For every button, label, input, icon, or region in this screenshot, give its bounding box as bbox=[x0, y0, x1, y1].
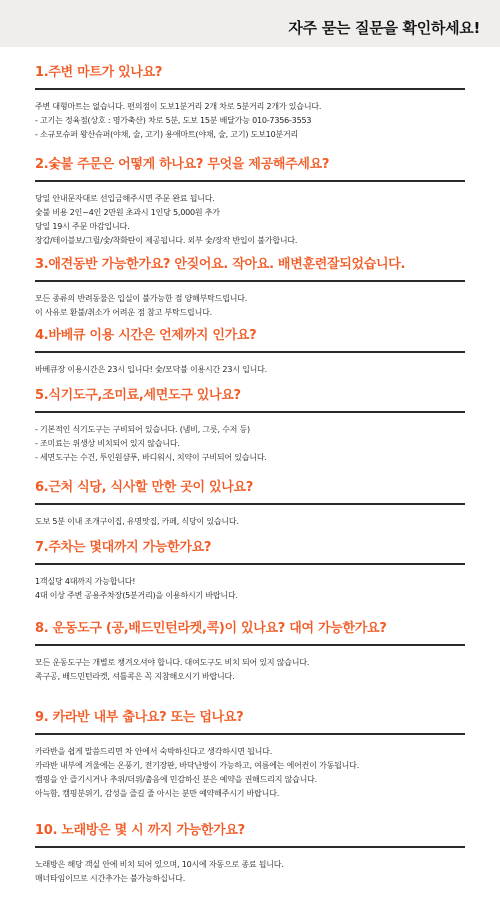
answer-line: 노래방은 해당 객실 안에 비치 되어 있으며, 10시에 자동으로 종료 됩니다. bbox=[35, 860, 284, 869]
faq-answer bbox=[35, 100, 465, 142]
faq-question: 6.근처 식당, 식사할 만한 곳이 있나요? bbox=[35, 480, 254, 495]
answer-line: 카라반을 쉽게 말씀드리면 차 안에서 숙박하신다고 생각하시면 됩니다. bbox=[35, 747, 273, 756]
divider bbox=[35, 644, 465, 646]
faq-item-2 bbox=[35, 156, 465, 248]
answer-line: - 세면도구는 수건, 투인원샴푸, 바디워시, 치약이 구비되어 있습니다. bbox=[35, 453, 267, 462]
answer-line: - 기본적인 식기도구는 구비되어 있습니다. (냄비, 그릇, 수저 등) bbox=[35, 425, 250, 434]
faq-question: 2.숯불 주문은 어떻게 하나요? 무엇을 제공해주세요? bbox=[35, 157, 330, 172]
answer-line: 장갑/테이블보/그릴/숯/착화탄이 제공됩니다. 외부 숯/장작 반입이 불가합니다. bbox=[35, 236, 298, 245]
faq-item-4 bbox=[35, 327, 465, 377]
faq-question: 10. 노래방은 몇 시 까지 가능한가요? bbox=[35, 823, 245, 838]
divider bbox=[35, 351, 465, 353]
answer-line: 주변 대형마트는 없습니다. 편의점이 도보1분거리 2개 차로 5분거리 2개가 있습니다. bbox=[35, 102, 322, 111]
faq-item-1 bbox=[35, 64, 465, 142]
faq-question: 5.식기도구,조미료,세면도구 있나요? bbox=[35, 388, 241, 403]
divider bbox=[35, 733, 465, 735]
faq-item-10 bbox=[35, 822, 465, 886]
answer-line: - 조미료는 위생상 비치되어 있지 않습니다. bbox=[35, 439, 180, 448]
header-bar bbox=[0, 0, 500, 47]
answer-line: 도보 5분 이내 조개구이집, 유명맛집, 카페, 식당이 있습니다. bbox=[35, 517, 239, 526]
answer-line: - 고기는 정육점(상호 : 명가축산) 차로 5분, 도보 15분 배달가능 010-7356-3553 bbox=[35, 116, 312, 125]
answer-line: 이 사유로 환불/취소가 어려운 점 참고 부탁드립니다. bbox=[35, 308, 212, 317]
divider bbox=[35, 563, 465, 565]
faq-item-9 bbox=[35, 709, 465, 801]
faq-answer bbox=[35, 423, 465, 465]
divider bbox=[35, 411, 465, 413]
answer-line: 당일 안내문자대로 선입금해주시면 주문 완료 됩니다. bbox=[35, 194, 215, 203]
faq-answer bbox=[35, 745, 465, 801]
answer-line: 바베큐장 이용시간은 23시 입니다! 숯/모닥불 이용시간 23시 입니다. bbox=[35, 365, 268, 374]
faq-item-6 bbox=[35, 479, 465, 529]
faq-item-7 bbox=[35, 539, 465, 603]
faq-item-5 bbox=[35, 387, 465, 465]
divider bbox=[35, 88, 465, 90]
faq-answer bbox=[35, 515, 465, 529]
faq-answer bbox=[35, 192, 465, 248]
divider bbox=[35, 280, 465, 282]
faq-question: 8. 운동도구 (공,배드민턴라켓,콕)이 있나요? 대여 가능한가요? bbox=[35, 621, 387, 636]
faq-answer bbox=[35, 656, 465, 684]
answer-line: 4대 이상 주변 공용주차장(5분거리)을 이용하시기 바랍니다. bbox=[35, 591, 238, 600]
faq-question: 3.애견동반 가능한가요? 안짖어요. 작아요. 배변훈련잘되었습니다. bbox=[35, 257, 406, 272]
answer-line: 모든 운동도구는 개별로 챙겨오셔야 합니다. 대여도구도 비치 되어 있지 않습니다. bbox=[35, 658, 310, 667]
answer-line: 매너타임이므로 시간추가는 불가능하십니다. bbox=[35, 874, 186, 883]
answer-line: 캠핑을 안 즐기시거나 추위/더위/춥음에 민감하신 분은 예약을 권해드리지 않습니다. bbox=[35, 775, 318, 784]
answer-line: - 소규모슈퍼 왕산슈퍼(야채, 술, 고기) 용애마트(야채, 술, 고기) 도보10분거리 bbox=[35, 130, 299, 139]
answer-line: 당일 19시 주문 마감입니다. bbox=[35, 222, 130, 231]
divider bbox=[35, 180, 465, 182]
faq-question: 4.바베큐 이용 시간은 언제까지 인가요? bbox=[35, 328, 257, 343]
faq-question: 7.주차는 몇대까지 가능한가요? bbox=[35, 540, 212, 555]
faq-question: 1.주변 마트가 있나요? bbox=[35, 65, 163, 80]
divider bbox=[35, 846, 465, 848]
answer-line: 숯불 비용 2인~4인 2만원 초과시 1인당 5,000원 추가 bbox=[35, 208, 220, 217]
faq-question: 9. 카라반 내부 춥나요? 또는 덥나요? bbox=[35, 710, 244, 725]
faq-item-3 bbox=[35, 256, 465, 320]
page-title: 자주 묻는 질문을 확인하세요! bbox=[288, 19, 480, 37]
answer-line: 모든 종류의 반려동물은 입실이 불가능한 점 양해부탁드립니다. bbox=[35, 294, 248, 303]
faq-answer bbox=[35, 363, 465, 377]
faq-answer bbox=[35, 575, 465, 603]
answer-line: 1객실당 4대까지 가능합니다! bbox=[35, 577, 136, 586]
faq-answer bbox=[35, 292, 465, 320]
answer-line: 아늑함, 캠핑분위기, 감성을 즐길 줄 아시는 분만 예약해주시기 바랍니다. bbox=[35, 789, 280, 798]
faq-answer bbox=[35, 858, 465, 886]
faq-item-8 bbox=[35, 620, 465, 684]
answer-line: 족구공, 배드민턴라켓, 셔틀콕은 꼭 지참해오시기 바랍니다. bbox=[35, 672, 235, 681]
divider bbox=[35, 503, 465, 505]
answer-line: 카라반 내부에 겨울에는 온풍기, 전기장판, 바닥난방이 가능하고, 여름에는 에어컨이 가동됩니다. bbox=[35, 761, 360, 770]
